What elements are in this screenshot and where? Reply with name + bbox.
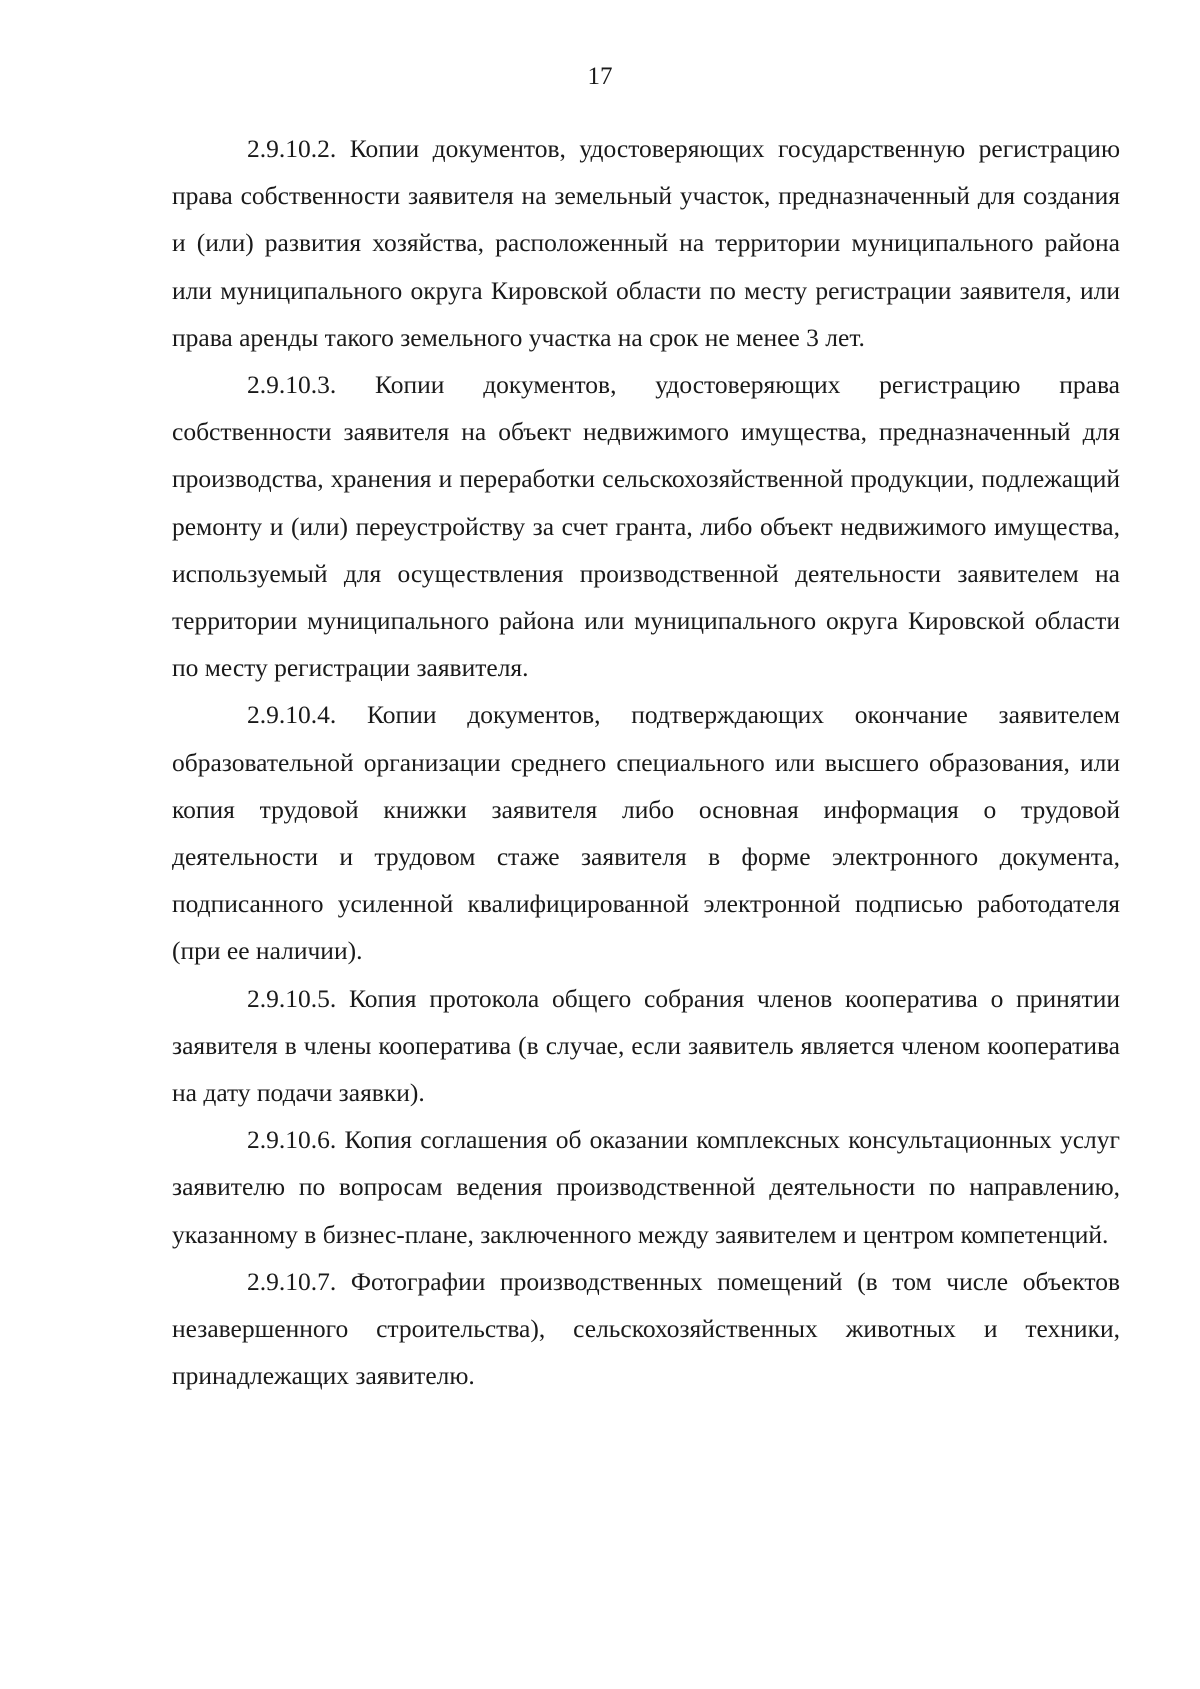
- paragraph-2-9-10-6: 2.9.10.6. Копия соглашения об оказании комплексных консультационных услуг заявителю по вопросам ведения производственной деятельности по направлению, указанному в бизнес-плане, заключенного между заявителем и центром компетенций.: [172, 1125, 1120, 1249]
- paragraph-2-9-10-2: 2.9.10.2. Копии документов, удостоверяющих государственную регистрацию права собственности заявителя на земельный участок, предназначенный для создания и (или) развития хозяйства, расположенный на территории муниципального района или муниципального округа Кировской области по месту регистрации заявителя, или права аренды такого земельного участка на срок не менее 3 лет.: [172, 134, 1120, 352]
- paragraph-2-9-10-4: 2.9.10.4. Копии документов, подтверждающих окончание заявителем образовательной организации среднего специального или высшего образования, или копия трудовой книжки заявителя либо основная информация о трудовой деятельности и трудовом стаже заявителя в форме электронного документа, подписанного усиленной квалифицированной электронной подписью работодателя (при ее наличии).: [172, 700, 1120, 966]
- paragraph-2-9-10-5: 2.9.10.5. Копия протокола общего собрания членов кооператива о принятии заявителя в члены кооператива (в случае, если заявитель является членом кооператива на дату подачи заявки).: [172, 983, 1120, 1108]
- paragraph-2-9-10-7: 2.9.10.7. Фотографии производственных помещений (в том числе объектов незавершенного строительства), сельскохозяйственных животных и техники, принадлежащих заявителю.: [172, 1266, 1120, 1391]
- page-number: 17: [587, 63, 613, 90]
- paragraph-2-9-10-3: 2.9.10.3. Копии документов, удостоверяющих регистрацию права собственности заявителя на объект недвижимого имущества, предназначенный для производства, хранения и переработки сельскохозяйственной продукции, подлежащий ремонту и (или) переустройству за счет гранта, либо объект недвижимого имущества, используемый для осуществления производственной деятельности заявителем на территории муниципального района или муниципального округа Кировской области по месту регистрации заявителя.: [172, 370, 1120, 683]
- document-body: [172, 125, 1120, 1399]
